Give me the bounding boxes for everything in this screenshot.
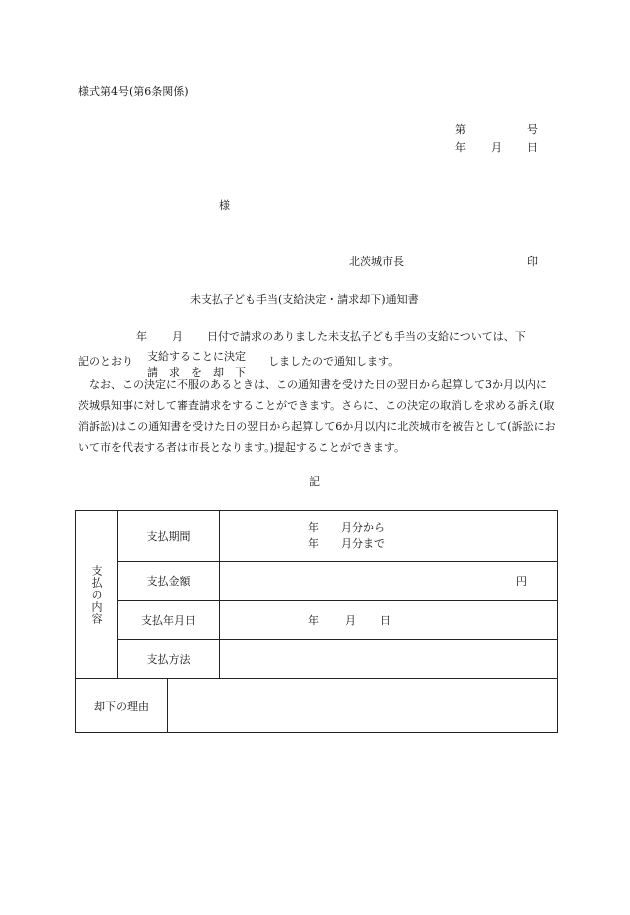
payment-method-label: 支払方法 xyxy=(118,640,220,679)
table-row xyxy=(76,562,558,601)
document-number-suffix: 号 xyxy=(527,123,538,136)
payment-date-month: 月 xyxy=(345,614,356,627)
amount-label: 支払金額 xyxy=(118,562,220,601)
period-value xyxy=(220,511,558,562)
document-title: 未支払子ども手当(支給決定・請求却下)通知書 xyxy=(190,293,419,306)
period-to-year: 年 xyxy=(308,537,319,550)
table-row xyxy=(76,511,558,562)
request-month: 月 xyxy=(172,330,183,343)
date-day: 日 xyxy=(527,141,538,154)
payment-date-value xyxy=(220,601,558,640)
payment-content-label: 支払の内容 xyxy=(90,564,103,625)
payment-table xyxy=(75,510,558,733)
addressee-honorific: 様 xyxy=(219,199,230,212)
period-label: 支払期間 xyxy=(118,511,220,562)
table-row xyxy=(76,601,558,640)
rejection-reason-label: 却下の理由 xyxy=(76,679,168,733)
payment-date-day: 日 xyxy=(380,614,391,627)
payment-method-value xyxy=(220,640,558,679)
document-number-prefix: 第 xyxy=(455,123,466,136)
issuer-name: 北茨城市長 xyxy=(349,255,404,268)
amount-unit: 円 xyxy=(220,562,558,601)
period-to-rest: 月分まで xyxy=(341,537,385,550)
body-line-2-start: 記のとおり xyxy=(78,355,133,368)
payment-date-year: 年 xyxy=(308,614,319,627)
table-row xyxy=(76,640,558,679)
date-year: 年 xyxy=(455,141,466,154)
rejection-reason-value xyxy=(168,679,558,733)
date-month: 月 xyxy=(491,141,502,154)
payment-content-group xyxy=(76,511,118,679)
table-row xyxy=(76,679,558,733)
option-reject: 請 求 を 却 下 xyxy=(147,366,246,379)
form-number-label: 様式第4号(第6条関係) xyxy=(78,85,189,98)
ki-heading: 記 xyxy=(309,475,320,488)
seal-mark: 印 xyxy=(527,255,538,268)
body-line-2-end: しましたので通知します。 xyxy=(268,355,400,368)
period-from-rest: 月分から xyxy=(341,521,385,534)
body-line-1: 日付で請求のありました未支払子ども手当の支給については、下 xyxy=(207,330,526,343)
period-from-year: 年 xyxy=(308,521,319,534)
payment-date-label: 支払年月日 xyxy=(118,601,220,640)
request-year: 年 xyxy=(136,330,147,343)
option-grant: 支給することに決定 xyxy=(147,350,246,363)
appeal-paragraph: なお、この決定に不服のあるときは、この通知書を受けた日の翌日から起算して3か月以内に茨城県知事に対して審査請求をすることができます。さらに、この決定の取消しを求める訴え(取消訴訟)はこの通知書を受けた日の翌日から起算して6か月以内に北茨城市を被告として(訴訟において市を代表する者は市長となります。)提起することができます。 xyxy=(78,378,556,454)
